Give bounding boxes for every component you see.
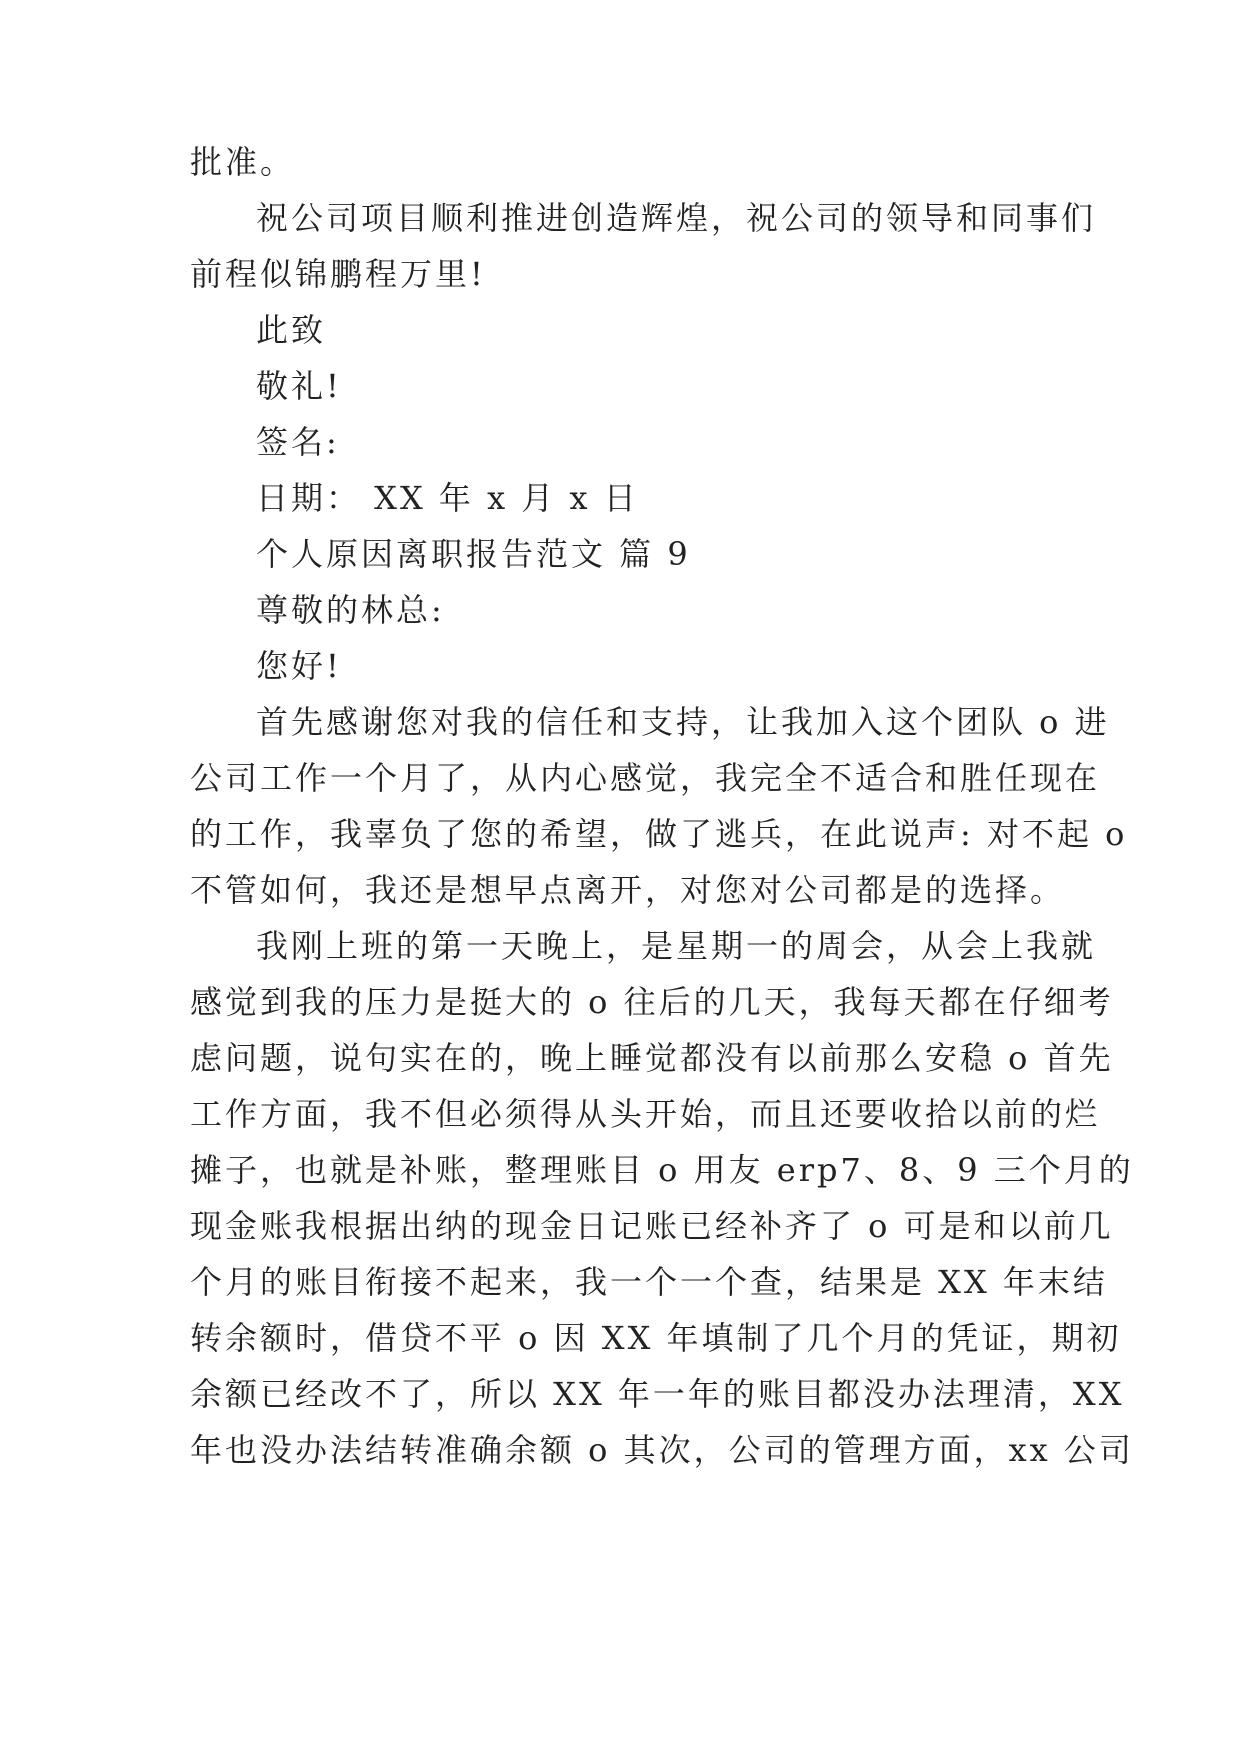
- text-line: 感觉到我的压力是挺大的 o 往后的几天，我每天都在仔细考: [190, 983, 1114, 1021]
- text-line: 日期： XX 年 x 月 x 日: [256, 479, 639, 517]
- text-line: 现金账我根据出纳的现金日记账已经补齐了 o 可是和以前几: [190, 1207, 1114, 1245]
- section-heading: 个人原因离职报告范文 篇 9: [256, 535, 691, 573]
- text-line: 的工作，我辜负了您的希望，做了逃兵，在此说声: 对不起 o: [190, 815, 1128, 853]
- text-line: 祝公司项目顺利推进创造辉煌，祝公司的领导和同事们: [256, 199, 1097, 237]
- text-line: 不管如何，我还是想早点离开，对您对公司都是的选择。: [190, 871, 1066, 909]
- text-line: 尊敬的林总:: [256, 591, 445, 629]
- text-line: 您好!: [256, 647, 342, 685]
- text-line: 转余额时，借贷不平 o 因 XX 年填制了几个月的凭证，期初: [190, 1319, 1122, 1357]
- text-line: 虑问题，说句实在的，晚上睡觉都没有以前那么安稳 o 首先: [190, 1039, 1114, 1077]
- text-line: 余额已经改不了，所以 XX 年一年的账目都没办法理清，XX: [190, 1375, 1125, 1413]
- text-line: 摊子，也就是补账，整理账目 o 用友 erp7、8、9 三个月的: [190, 1151, 1134, 1189]
- text-line: 敬礼!: [256, 367, 342, 405]
- text-line: 年也没办法结转准确余额 o 其次，公司的管理方面，xx 公司: [190, 1431, 1134, 1469]
- text-line: 个月的账目衔接不起来，我一个一个查，结果是 XX 年末结: [190, 1263, 1108, 1301]
- text-line: 公司工作一个月了，从内心感觉，我完全不适合和胜任现在: [190, 759, 1101, 797]
- text-line: 前程似锦鹏程万里!: [190, 255, 486, 293]
- text-line: 工作方面，我不但必须得从头开始，而且还要收拾以前的烂: [190, 1095, 1101, 1133]
- text-line: 此致: [256, 311, 327, 349]
- text-line: 首先感谢您对我的信任和支持，让我加入这个团队 o 进: [256, 703, 1110, 741]
- text-line: 签名:: [256, 423, 340, 461]
- text-line: 批准。: [190, 143, 296, 181]
- text-line: 我刚上班的第一天晚上，是星期一的周会，从会上我就: [256, 927, 1097, 965]
